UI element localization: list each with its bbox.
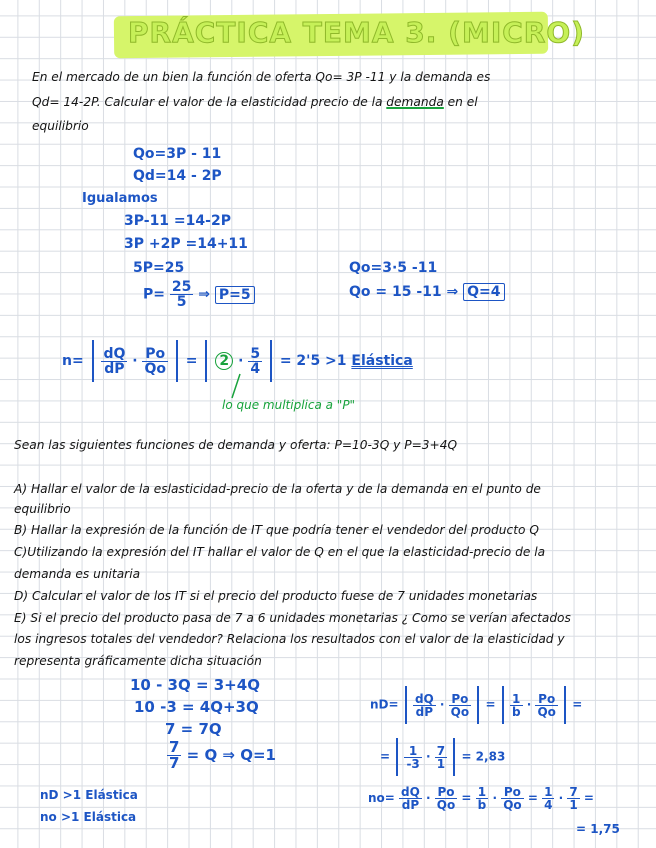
- work1-p-den: 5: [176, 294, 187, 310]
- equals: =: [380, 749, 391, 764]
- qo-text: Qo: [144, 360, 166, 377]
- no-dq-dp: [399, 786, 422, 811]
- work1-p-fraction: [170, 280, 193, 309]
- no-one-four: [542, 786, 554, 811]
- problem1-line2: [32, 95, 478, 109]
- qo-text: Qo: [503, 798, 522, 812]
- dot: ·: [426, 791, 431, 805]
- dot: ·: [558, 791, 564, 805]
- elasticity1-result: = 2'5 >1: [279, 353, 347, 369]
- dq-text: dQ: [414, 691, 434, 706]
- four-text: 4: [544, 798, 553, 812]
- seven-text: 7: [436, 743, 446, 758]
- s4-den: 7: [169, 754, 180, 772]
- work2-no-row: [368, 786, 594, 811]
- no-po-qo: [435, 786, 457, 811]
- problem1-line3: equilibrio: [32, 119, 89, 133]
- nd-dq-dp: [413, 693, 436, 718]
- nd-seven-one: [435, 745, 447, 770]
- problem2-a2: equilibrio: [14, 502, 71, 516]
- problem2-intro: Sean las siguientes funciones de demanda y oferta: P=10-3Q y P=3+4Q: [14, 438, 458, 452]
- dp-text: dP: [104, 360, 125, 377]
- work1-p-label: P=: [143, 286, 165, 303]
- one-text: 1: [510, 693, 523, 706]
- b-text: b: [511, 704, 521, 719]
- qo-text: Qo: [450, 704, 470, 719]
- problem1-line2a: Qd= 14-2P. Calcular el valor de la elasticidad precio de la: [32, 95, 387, 109]
- s4-num: 7: [169, 738, 180, 756]
- elasticity1-po-qo: [142, 347, 168, 376]
- dq-text: dQ: [103, 345, 126, 362]
- work1-qo: Qo=3P - 11: [133, 146, 222, 162]
- four-text: 4: [250, 360, 261, 377]
- abs-bar: [205, 340, 207, 382]
- po-text: Po: [449, 693, 471, 706]
- problem2-e1: E) Si el precio del producto pasa de 7 a 6 unidades monetarias ¿ Como se verían afectados: [14, 611, 571, 625]
- dp-text: dP: [415, 704, 434, 719]
- elasticity1-eta: n=: [62, 353, 84, 369]
- problem2-d: D) Calcular el valor de los IT si el precio del producto fuese de 7 unidades monetarias: [14, 589, 538, 603]
- one-den-text: 1: [569, 798, 578, 812]
- problem2-b: B) Hallar la expresión de la función de IT que podría tener el vendedor del producto Q: [14, 523, 539, 537]
- equals: =: [485, 697, 496, 712]
- dot: ·: [492, 791, 497, 805]
- problem2-c1: C)Utilizando la expresión del IT hallar el valor de Q en el que la elasticidad-precio de la: [14, 545, 546, 559]
- work2-s4-fraction: [167, 740, 181, 771]
- neg3-text: -3: [406, 756, 420, 771]
- dot: ·: [238, 353, 244, 369]
- elasticity1-note: lo que multiplica a "P": [222, 398, 356, 412]
- po-text: Po: [535, 693, 557, 706]
- one-text: 1: [404, 745, 421, 758]
- abs-bar: [502, 686, 504, 724]
- page-title: PRÁCTICA TEMA 3. (MICRO): [128, 16, 585, 49]
- one-text: 1: [476, 786, 489, 799]
- nd-label: nD=: [370, 697, 399, 712]
- seven-text: 7: [569, 785, 578, 799]
- work2-concl1: nD >1 Elástica: [40, 788, 138, 802]
- equals: =: [461, 791, 472, 805]
- abs-bar: [477, 686, 479, 724]
- elasticity1-dq-dp: [101, 347, 127, 376]
- work1-q1: Qo=3·5 -11: [349, 260, 438, 276]
- work1-p-solution: [143, 280, 255, 309]
- dp-text: dP: [401, 798, 420, 812]
- equals: =: [185, 353, 198, 369]
- work2-concl2: no >1 Elástica: [40, 810, 137, 824]
- po-text: Po: [501, 786, 523, 799]
- work1-q2-text: Qo = 15 -11 ⇒: [349, 284, 459, 300]
- abs-bar: [270, 340, 272, 382]
- abs-bar: [453, 738, 455, 776]
- abs-bar: [405, 686, 407, 724]
- work1-qd: Qd=14 - 2P: [133, 168, 222, 184]
- qo-text: Qo: [436, 798, 456, 812]
- work2-s4: [167, 740, 276, 771]
- work2-final: = 1,75: [576, 822, 620, 836]
- work1-q-box: Q=4: [463, 283, 504, 301]
- work1-step3: 5P=25: [133, 260, 185, 276]
- problem2-e3: representa gráficamente dicha situación: [14, 654, 262, 668]
- nd-po-qo: [449, 693, 471, 718]
- no-one-b: [476, 786, 489, 811]
- abs-bar: [396, 738, 398, 776]
- dot: ·: [439, 697, 445, 712]
- work2-s3: 7 = 7Q: [165, 720, 222, 738]
- problem1-line1: En el mercado de un bien la función de oferta Qo= 3P -11 y la demanda es: [32, 70, 491, 84]
- elasticity1-label: Elástica: [351, 353, 413, 369]
- po-text: Po: [435, 786, 457, 799]
- abs-bar: [92, 340, 94, 382]
- dq-text: dQ: [401, 785, 420, 799]
- abs-bar: [176, 340, 178, 382]
- work2-nd-row1: [370, 686, 582, 724]
- work2-s2: 10 -3 = 4Q+3Q: [134, 698, 259, 716]
- b-text: b: [477, 798, 487, 812]
- work1-arrow: ⇒: [198, 286, 210, 303]
- problem1-line2c: en el: [443, 95, 478, 109]
- dot: ·: [425, 749, 431, 764]
- work1-p-num: 25: [171, 279, 192, 295]
- nd-po-qo-2: [535, 693, 557, 718]
- five-text: 5: [250, 345, 261, 362]
- dot: ·: [132, 353, 138, 369]
- problem2-c2: demanda es unitaria: [14, 567, 141, 581]
- work1-p-box: P=5: [215, 286, 255, 304]
- nd-result: = 2,83: [461, 749, 506, 764]
- s4-rest: = Q ⇒ Q=1: [186, 746, 276, 764]
- nd-one-b: [510, 693, 523, 718]
- work2-s1: 10 - 3Q = 3+4Q: [130, 676, 260, 694]
- qo-text: Qo: [537, 704, 556, 719]
- work2-nd-row2: [380, 738, 505, 776]
- one-text: 1: [544, 785, 553, 799]
- equals: =: [527, 791, 538, 805]
- equals: =: [583, 791, 594, 805]
- no-seven-one: [567, 786, 579, 811]
- abs-bar: [564, 686, 566, 724]
- circled-two: 2: [215, 352, 233, 370]
- problem2-a1: A) Hallar el valor de la eslasticidad-precio de la oferta y de la demanda en el punto de: [14, 482, 541, 496]
- work1-step2: 3P +2P =14+11: [124, 236, 248, 252]
- work1-q2: [349, 284, 505, 300]
- dot: ·: [526, 697, 532, 712]
- po-text: Po: [142, 347, 168, 362]
- no-label: no=: [368, 791, 395, 805]
- work1-igualamos: Igualamos: [82, 191, 158, 206]
- problem1-demanda: demanda: [386, 95, 444, 109]
- nd-one-neg3: [404, 745, 421, 770]
- one-den-text: 1: [436, 756, 446, 771]
- equals: =: [572, 697, 583, 712]
- work1-step1: 3P-11 =14-2P: [124, 213, 231, 229]
- no-po-qo-2: [501, 786, 523, 811]
- problem2-e2: los ingresos totales del vendedor? Relaciona los resultados con el valor de la elasticidad y: [14, 632, 565, 646]
- elasticity1-five-four: [248, 347, 262, 376]
